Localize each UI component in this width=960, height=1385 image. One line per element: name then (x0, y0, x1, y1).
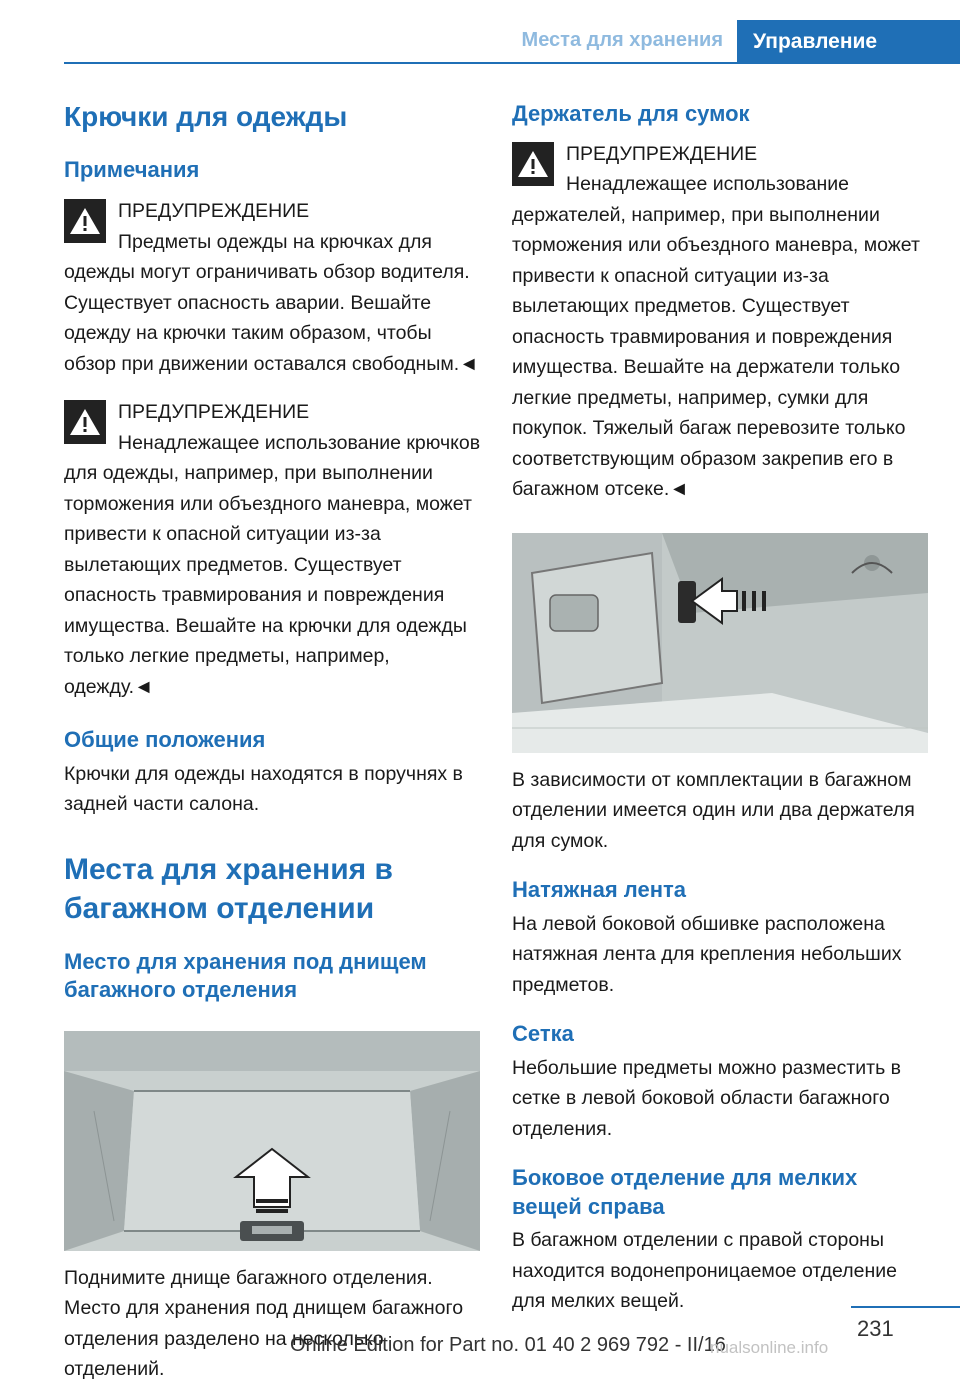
footer-edition: Online Edition for Part no. 01 40 2 969 792 - II/16 (290, 1334, 726, 1356)
general-text: Крючки для одежды находятся в поручнях в задней части салона. (64, 762, 463, 816)
side-compartment-text: В багажном отделении с правой стороны находится водонепроницаемое отделение для мелких вещей. (512, 1229, 897, 1313)
side-compartment-title: Боковое отделение для мелких вещей справа (512, 1165, 858, 1219)
header-divider (64, 62, 960, 64)
bag-holder-text: В зависимости от комплектации в багажном отделении имеется один или два держателя для сумок. (512, 768, 915, 852)
warning-3 (512, 139, 932, 505)
warning-triangle-icon (512, 142, 554, 186)
storage-title: Места для хранения в багажном отделении (64, 852, 393, 925)
warning-1-title: ПРЕДУПРЕЖДЕНИЕ (118, 200, 310, 223)
warning-1 (64, 196, 484, 379)
bag-holder-title: Держатель для сумок (512, 101, 750, 126)
warning-triangle-icon (64, 400, 106, 444)
bag-holder-illustration (512, 533, 928, 753)
warning-3-text: Ненадлежащее использование держателей, например, при выполнении торможения или объездного маневра, может привести к опасной ситуации из-за вылетающих предметов. Существует опасность травмирования и повреждения имущества. Вешайте на держатели только легкие предметы, например, сумки для покупок. Тяжелый багаж перевозите только соответствующим образом закрепив его в багажном отсеке.◄ (512, 173, 920, 501)
strap-title: Натяжная лента (512, 877, 687, 903)
hooks-title: Крючки для одежды (64, 101, 348, 132)
warning-3-title: ПРЕДУПРЕЖДЕНИЕ (566, 142, 758, 165)
right-column (512, 100, 932, 1317)
left-column (64, 100, 484, 1385)
warning-2-text: Ненадлежащее использование крючков для одежды, например, при выполнении торможения или объездного маневра, может привести к опасной ситуации из-за вылетающих предметов. Существует опасность травмирования и повреждения имущества. Вешайте на крючки для одежды только легкие предметы, например, одежду.◄ (64, 431, 481, 698)
underfloor-text: Поднимите днище багажного отделения. Место для хранения под днищем багажного отделения разделено на несколько отделений. (64, 1266, 464, 1381)
notes-title: Примечания (64, 156, 200, 182)
strap-text: На левой боковой обшивке расположена натяжная лента для крепления небольших предметов. (512, 912, 902, 996)
footer-watermark: nualsonline.info (710, 1338, 829, 1357)
header-tab: Управление (737, 20, 960, 64)
bag-holder-figure (512, 533, 928, 753)
general-title: Общие положения (64, 727, 266, 753)
warning-2 (64, 397, 484, 702)
page-number-divider (851, 1306, 960, 1308)
underfloor-title: Место для хранения под днищем багажного отделения (64, 948, 427, 1003)
header-section-title: Места для хранения (521, 29, 723, 51)
underfloor-figure (64, 1031, 480, 1251)
net-title: Сетка (512, 1021, 574, 1047)
warning-2-title: ПРЕДУПРЕЖДЕНИЕ (118, 401, 310, 424)
underfloor-illustration (64, 1031, 480, 1251)
warning-1-text: Предметы одежды на крючках для одежды могут ограничивать обзор водителя. Существует опасность аварии. Вешайте одежду на крючки таким образом, чтобы обзор при движении оставался свободным.◄ (64, 230, 479, 375)
net-text: Небольшие предметы можно разместить в сетке в левой боковой области багажного отделения. (512, 1056, 902, 1140)
page-number: 231 (857, 1316, 894, 1341)
warning-triangle-icon (64, 199, 106, 243)
